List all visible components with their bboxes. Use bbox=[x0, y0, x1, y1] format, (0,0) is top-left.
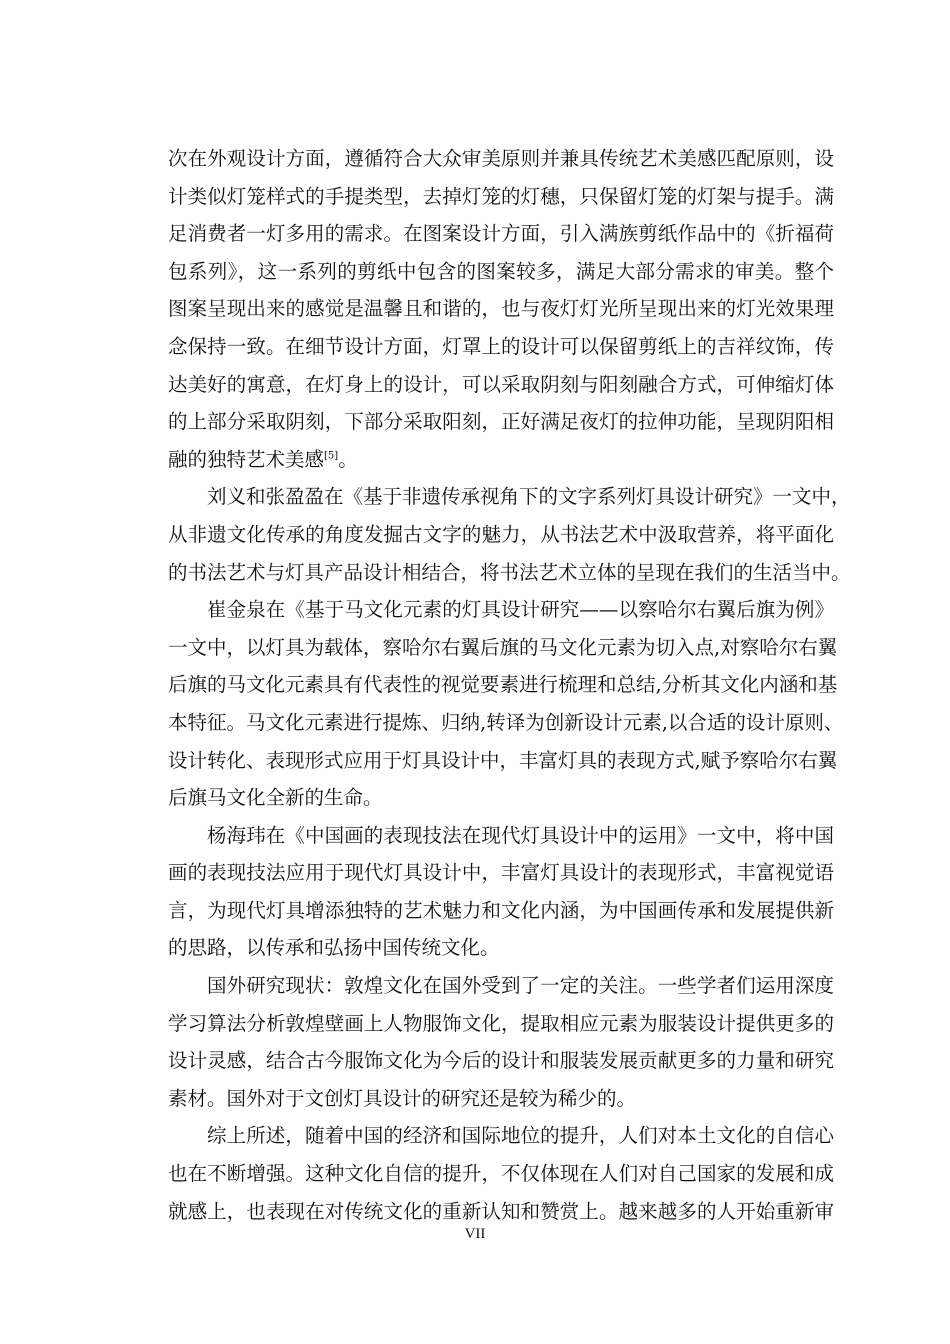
text-line: 素材。国外对于文创灯具设计的研究还是较为稀少的。 bbox=[168, 1086, 637, 1110]
text-line: 从非遗文化传承的角度发掘古文字的魅力，从书法艺术中汲取营养，将平面化 bbox=[168, 522, 834, 546]
body-text bbox=[168, 140, 851, 1230]
text-line: 后旗马文化全新的生命。 bbox=[168, 786, 383, 810]
text-line: 的书法艺术与灯具产品设计相结合，将书法艺术立体的呈现在我们的生活当中。 bbox=[168, 560, 851, 584]
text-line bbox=[168, 441, 834, 479]
citation-reference[interactable]: [5] bbox=[324, 450, 339, 462]
text-line: 综上所述，随着中国的经济和国际地位的提升，人们对本土文化的自信心 bbox=[207, 1124, 834, 1148]
text-line: 计类似灯笼样式的手提类型，去掉灯笼的灯穗，只保留灯笼的灯架与提手。满 bbox=[168, 184, 834, 208]
text-line: 足消费者一灯多用的需求。在图案设计方面，引入满族剪纸作品中的《折福荷 bbox=[168, 222, 834, 246]
text-line: 图案呈现出来的感觉是温馨且和谐的，也与夜灯灯光所呈现出来的灯光效果理 bbox=[168, 297, 834, 321]
text-line: 念保持一致。在细节设计方面，灯罩上的设计可以保留剪纸上的吉祥纹饰，传 bbox=[168, 334, 834, 358]
text-line: 就感上，也表现在对传统文化的重新认知和赞赏上。越来越多的人开始重新审 bbox=[168, 1199, 834, 1223]
text-line: 画的表现技法应用于现代灯具设计中，丰富灯具设计的表现形式，丰富视觉语 bbox=[168, 861, 834, 885]
paragraph bbox=[168, 140, 834, 478]
text-line: 包系列》，这一系列的剪纸中包含的图案较多，满足大部分需求的审美。整个 bbox=[168, 259, 834, 283]
text-line: 学习算法分析敦煌壁画上人物服饰文化，提取相应元素为服装设计提供更多的 bbox=[168, 1011, 834, 1035]
text-line: 一文中，以灯具为载体，察哈尔右翼后旗的马文化元素为切入点,对察哈尔右翼 bbox=[168, 635, 838, 659]
text-line: 言，为现代灯具增添独特的艺术魅力和文化内涵，为中国画传承和发展提供新 bbox=[168, 898, 834, 922]
text-line: 的思路，以传承和弘扬中国传统文化。 bbox=[168, 936, 500, 960]
text-line: 国外研究现状：敦煌文化在国外受到了一定的关注。一些学者们运用深度 bbox=[207, 974, 834, 998]
text-line: 后旗的马文化元素具有代表性的视觉要素进行梳理和总结,分析其文化内涵和基 bbox=[168, 673, 838, 697]
text-line: 杨海玮在《中国画的表现技法在现代灯具设计中的运用》一文中，将中国 bbox=[207, 823, 834, 847]
paragraph bbox=[168, 1117, 834, 1230]
text-line: 次在外观设计方面，遵循符合大众审美原则并兼具传统艺术美感匹配原则，设 bbox=[168, 147, 834, 170]
text-line: 设计转化、表现形式应用于灯具设计中，丰富灯具的表现方式,赋予察哈尔右翼 bbox=[168, 748, 838, 772]
text-line: 设计灵感，结合古今服饰文化为今后的设计和服装发展贡献更多的力量和研究 bbox=[168, 1049, 834, 1073]
paragraph bbox=[168, 967, 834, 1117]
text-line: 也在不断增强。这种文化自信的提升，不仅体现在人们对自己国家的发展和成 bbox=[168, 1162, 834, 1186]
text-line: 的上部分采取阴刻，下部分采取阳刻，正好满足夜灯的拉伸功能，呈现阴阳相 bbox=[168, 410, 834, 434]
text-line: 刘义和张盈盈在《基于非遗传承视角下的文字系列灯具设计研究》一文中， bbox=[207, 485, 851, 509]
page-number: VII bbox=[464, 1226, 486, 1242]
text-segment: 融的独特艺术美感 bbox=[168, 447, 325, 471]
text-segment: 。 bbox=[338, 447, 358, 471]
paragraph bbox=[168, 478, 851, 591]
paragraph bbox=[168, 817, 834, 967]
text-line: 本特征。马文化元素进行提炼、归纳,转译为创新设计元素,以合适的设计原则、 bbox=[168, 710, 844, 734]
text-line: 达美好的寓意，在灯身上的设计，可以采取阴刻与阳刻融合方式，可伸缩灯体 bbox=[168, 372, 834, 396]
paragraph bbox=[168, 591, 844, 817]
text-line: 崔金泉在《基于马文化元素的灯具设计研究——以察哈尔右翼后旗为例》 bbox=[207, 598, 834, 622]
